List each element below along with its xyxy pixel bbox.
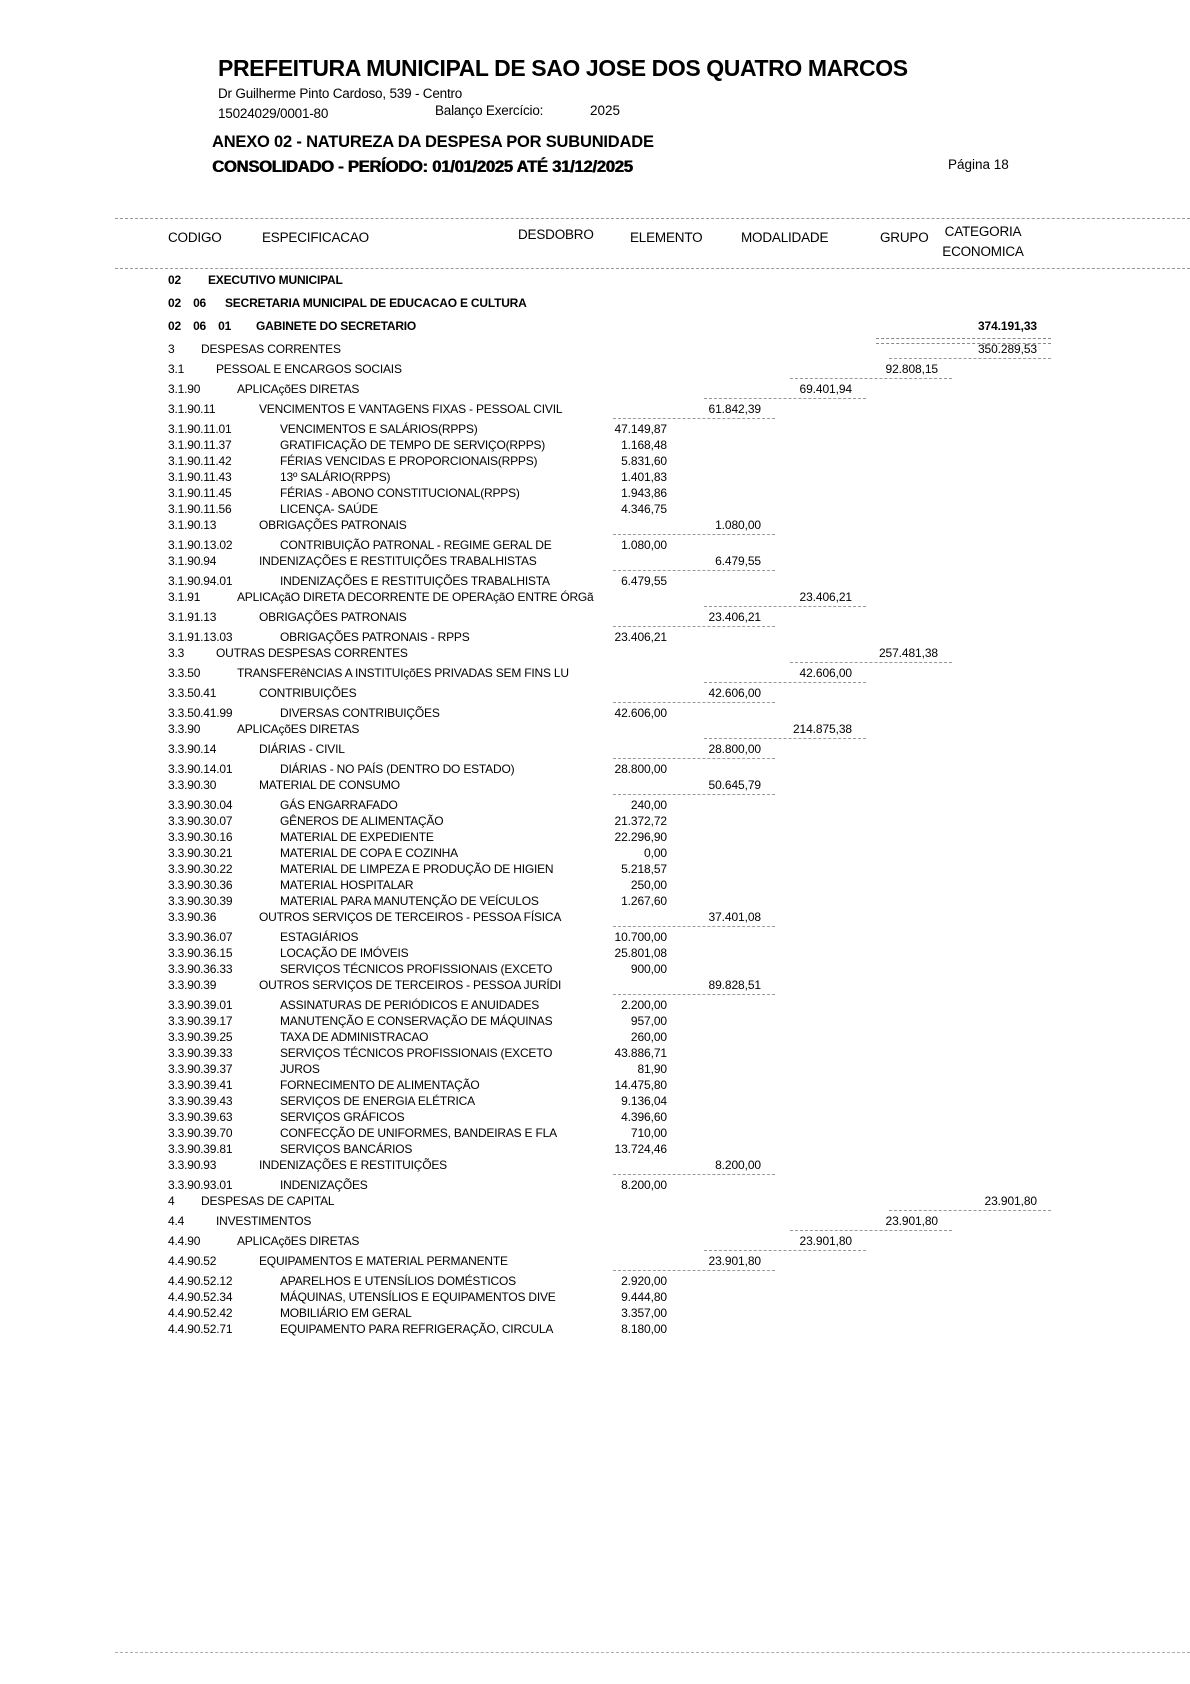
row-code: 3.3.90.30.39 — [168, 894, 233, 908]
row-value-grupo: 92.808,15 — [885, 362, 938, 376]
row-value-desdobro: 10.700,00 — [614, 930, 667, 944]
row-code: 4.4.90 — [168, 1234, 201, 1248]
table-row — [0, 1194, 1190, 1214]
row-value-desdobro: 13.724,46 — [614, 1142, 667, 1156]
table-row — [0, 798, 1190, 814]
row-code: 4.4.90.52.12 — [168, 1274, 233, 1288]
row-value-desdobro: 240,00 — [630, 798, 667, 812]
row-code: 02 06 — [168, 296, 207, 310]
row-code: 3.1.90.11 — [168, 402, 216, 416]
row-code: 3.1.90.11.01 — [168, 422, 232, 436]
row-specification: SERVIÇOS DE ENERGIA ELÉTRICA — [280, 1094, 475, 1108]
row-specification: OUTROS SERVIÇOS DE TERCEIROS - PESSOA FÍSICA — [259, 910, 562, 924]
row-specification: INDENIZAÇÕES E RESTITUIÇÕES — [259, 1158, 447, 1172]
row-code: 3.3.90.39.43 — [168, 1094, 233, 1108]
column-header-elemento: ELEMENTO — [630, 230, 703, 245]
row-value-elemento: 1.080,00 — [715, 518, 761, 532]
value-dashed-rule — [613, 794, 775, 795]
row-specification: VENCIMENTOS E VANTAGENS FIXAS - PESSOAL CIVIL — [259, 402, 563, 416]
footer-divider — [115, 1652, 1190, 1653]
row-specification: OBRIGAÇÕES PATRONAIS - RPPS — [280, 630, 470, 644]
table-row — [0, 422, 1190, 438]
row-value-elemento: 89.828,51 — [708, 978, 761, 992]
row-specification: DIVERSAS CONTRIBUIÇÕES — [280, 706, 440, 720]
row-code: 3.1.90.94 — [168, 554, 217, 568]
row-specification: OUTROS SERVIÇOS DE TERCEIROS - PESSOA JURÍDI — [259, 978, 562, 992]
value-dashed-rule — [613, 1270, 775, 1271]
row-code: 3.3.90.36.15 — [168, 946, 233, 960]
annex-title: ANEXO 02 - NATUREZA DA DESPESA POR SUBUNIDADE — [212, 133, 654, 151]
row-value-desdobro: 25.801,08 — [614, 946, 667, 960]
row-value-desdobro: 14.475,80 — [614, 1078, 667, 1092]
table-row — [0, 502, 1190, 518]
row-specification: OUTRAS DESPESAS CORRENTES — [216, 646, 408, 660]
table-row — [0, 686, 1190, 706]
row-value-desdobro: 8.200,00 — [621, 1178, 667, 1192]
row-specification: INDENIZAÇÕES — [280, 1178, 368, 1192]
value-dashed-rule — [613, 702, 775, 703]
table-row — [0, 470, 1190, 486]
value-dashed-rule — [704, 682, 866, 683]
row-value-desdobro: 1.943,86 — [621, 486, 667, 500]
table-row — [0, 590, 1190, 610]
row-value-desdobro: 250,00 — [630, 878, 667, 892]
table-row — [0, 538, 1190, 554]
row-value-desdobro: 1.080,00 — [621, 538, 667, 552]
row-code: 3.1.90.13 — [168, 518, 217, 532]
row-code: 3.3.90.30.21 — [168, 846, 233, 860]
row-code: 3.3.90.39.33 — [168, 1046, 233, 1060]
row-specification: MATERIAL HOSPITALAR — [280, 878, 414, 892]
value-dashed-rule — [704, 1250, 866, 1251]
table-row — [0, 273, 1190, 296]
row-specification: DIÁRIAS - CIVIL — [259, 742, 345, 756]
row-specification: CONTRIBUIÇÕES — [259, 686, 357, 700]
row-value-categoria: 374.191,33 — [977, 319, 1037, 333]
table-row — [0, 486, 1190, 502]
row-value-modalidade: 69.401,94 — [799, 382, 852, 396]
row-code: 3.1.90.94.01 — [168, 574, 233, 588]
row-specification: CONTRIBUIÇÃO PATRONAL - REGIME GERAL DE — [280, 538, 552, 552]
table-row — [0, 1094, 1190, 1110]
row-code: 3.1.90.11.56 — [168, 502, 232, 516]
value-dashed-rule — [613, 418, 775, 419]
table-row — [0, 830, 1190, 846]
table-row — [0, 778, 1190, 798]
row-specification: EQUIPAMENTOS E MATERIAL PERMANENTE — [259, 1254, 508, 1268]
table-row — [0, 946, 1190, 962]
row-value-elemento: 28.800,00 — [708, 742, 761, 756]
table-row — [0, 962, 1190, 978]
value-dashed-rule — [613, 534, 775, 535]
value-dashed-rule — [790, 378, 952, 379]
column-header-especificacao: ESPECIFICACAO — [262, 230, 369, 245]
row-value-desdobro: 260,00 — [630, 1030, 667, 1044]
row-specification: TAXA DE ADMINISTRACAO — [280, 1030, 429, 1044]
table-row — [0, 722, 1190, 742]
table-row — [0, 342, 1190, 362]
table-row — [0, 1178, 1190, 1194]
table-row — [0, 1110, 1190, 1126]
row-specification: FÉRIAS VENCIDAS E PROPORCIONAIS(RPPS) — [280, 454, 538, 468]
balance-exercise-year: 2025 — [590, 103, 621, 118]
table-row — [0, 319, 1190, 342]
row-specification: EQUIPAMENTO PARA REFRIGERAÇÃO, CIRCULA — [280, 1322, 554, 1336]
column-header-categoria-economica — [933, 222, 1033, 262]
row-specification: APLICAçãO DIRETA DECORRENTE DE OPERAçãO ENTRE ÓRGã — [237, 590, 594, 604]
row-specification: EXECUTIVO MUNICIPAL — [208, 273, 343, 287]
row-value-desdobro: 710,00 — [630, 1126, 667, 1140]
value-dashed-rule — [790, 662, 952, 663]
row-code: 3.3.90.39.37 — [168, 1062, 233, 1076]
table-row — [0, 1234, 1190, 1254]
table-row — [0, 362, 1190, 382]
row-specification: TRANSFERêNCIAS A INSTITUIçõES PRIVADAS SEM FINS LU — [237, 666, 569, 680]
row-code: 3.1.90.11.45 — [168, 486, 232, 500]
row-code: 3.3.90.39.17 — [168, 1014, 233, 1028]
value-dashed-rule — [704, 738, 866, 739]
row-specification: FORNECIMENTO DE ALIMENTAÇÃO — [280, 1078, 480, 1092]
table-row — [0, 706, 1190, 722]
table-row — [0, 1062, 1190, 1078]
row-value-desdobro: 4.396,60 — [621, 1110, 667, 1124]
row-value-desdobro: 6.479,55 — [621, 574, 667, 588]
row-value-desdobro: 43.886,71 — [614, 1046, 667, 1060]
table-row — [0, 1254, 1190, 1274]
row-value-modalidade: 23.406,21 — [799, 590, 852, 604]
row-code: 3.3.90.30 — [168, 778, 217, 792]
row-code: 3.3.90.39.70 — [168, 1126, 233, 1140]
row-value-desdobro: 957,00 — [630, 1014, 667, 1028]
table-row — [0, 646, 1190, 666]
value-dashed-rule — [790, 1230, 952, 1231]
table-row — [0, 1306, 1190, 1322]
row-code: 3.3.90.93.01 — [168, 1178, 233, 1192]
row-code: 3.1.90.13.02 — [168, 538, 233, 552]
row-code: 3.3.90.39.25 — [168, 1030, 233, 1044]
row-specification: SERVIÇOS BANCÁRIOS — [280, 1142, 413, 1156]
row-code: 4.4 — [168, 1214, 185, 1228]
row-value-modalidade: 214.875,38 — [792, 722, 852, 736]
row-specification: APARELHOS E UTENSÍLIOS DOMÉSTICOS — [280, 1274, 516, 1288]
row-specification: MANUTENÇÃO E CONSERVAÇÃO DE MÁQUINAS — [280, 1014, 553, 1028]
table-row — [0, 1030, 1190, 1046]
row-value-elemento: 61.842,39 — [708, 402, 761, 416]
value-dashed-rule — [889, 358, 1051, 359]
row-specification: LOCAÇÃO DE IMÓVEIS — [280, 946, 409, 960]
row-code: 3.1.91.13 — [168, 610, 217, 624]
row-code: 02 — [168, 273, 181, 287]
row-code: 3.3.90.14.01 — [168, 762, 233, 776]
row-specification: ESTAGIÁRIOS — [280, 930, 359, 944]
row-value-desdobro: 23.406,21 — [614, 630, 667, 644]
annex-subtitle: CONSOLIDADO - PERÍODO: 01/01/2025 ATÉ 31/12/2025 — [212, 158, 633, 176]
row-specification: LICENÇA- SAÚDE — [280, 502, 378, 516]
row-code: 3.3 — [168, 646, 185, 660]
table-row — [0, 1214, 1190, 1234]
row-value-elemento: 8.200,00 — [715, 1158, 761, 1172]
table-row — [0, 1078, 1190, 1094]
row-code: 3.1.90.11.42 — [168, 454, 232, 468]
row-specification: SECRETARIA MUNICIPAL DE EDUCACAO E CULTURA — [225, 296, 527, 310]
row-value-desdobro: 0,00 — [644, 846, 667, 860]
row-code: 4.4.90.52.71 — [168, 1322, 233, 1336]
row-specification: DESPESAS CORRENTES — [201, 342, 341, 356]
row-specification: GÊNEROS DE ALIMENTAÇÃO — [280, 814, 444, 828]
row-value-elemento: 23.406,21 — [708, 610, 761, 624]
table-row — [0, 438, 1190, 454]
table-row — [0, 930, 1190, 946]
table-row — [0, 610, 1190, 630]
row-code: 02 06 01 — [168, 319, 232, 333]
row-specification: GÁS ENGARRAFADO — [280, 798, 398, 812]
row-code: 3.3.90.30.22 — [168, 862, 233, 876]
table-row — [0, 574, 1190, 590]
table-row — [0, 998, 1190, 1014]
row-specification: INDENIZAÇÕES E RESTITUIÇÕES TRABALHISTA — [280, 574, 550, 588]
row-value-desdobro: 3.357,00 — [621, 1306, 667, 1320]
row-code: 3.1.90 — [168, 382, 201, 396]
row-code: 4.4.90.52.42 — [168, 1306, 233, 1320]
row-value-desdobro: 900,00 — [630, 962, 667, 976]
row-value-elemento: 6.479,55 — [715, 554, 761, 568]
row-specification: MATERIAL DE LIMPEZA E PRODUÇÃO DE HIGIEN — [280, 862, 554, 876]
table-row — [0, 402, 1190, 422]
row-specification: OBRIGAÇÕES PATRONAIS — [259, 610, 407, 624]
row-specification: MATERIAL PARA MANUTENÇÃO DE VEÍCULOS — [280, 894, 539, 908]
row-value-desdobro: 1.267,60 — [621, 894, 667, 908]
row-code: 3.3.90.30.36 — [168, 878, 233, 892]
row-code: 3 — [168, 342, 175, 356]
table-row — [0, 1158, 1190, 1178]
row-code: 3.3.50 — [168, 666, 201, 680]
column-header-modalidade: MODALIDADE — [741, 230, 829, 245]
row-specification: JUROS — [280, 1062, 320, 1076]
column-header-desdobro: DESDOBRO — [518, 227, 594, 242]
row-code: 3.1.90.11.37 — [168, 438, 232, 452]
value-dashed-rule — [613, 1174, 775, 1175]
table-row — [0, 862, 1190, 878]
table-row — [0, 1126, 1190, 1142]
row-value-modalidade: 42.606,00 — [799, 666, 852, 680]
row-specification: MÁQUINAS, UTENSÍLIOS E EQUIPAMENTOS DIVE — [280, 1290, 556, 1304]
value-dashed-rule — [613, 758, 775, 759]
table-row — [0, 382, 1190, 402]
row-value-desdobro: 5.218,57 — [621, 862, 667, 876]
row-value-modalidade: 23.901,80 — [799, 1234, 852, 1248]
row-value-desdobro: 1.401,83 — [621, 470, 667, 484]
table-body — [0, 273, 1190, 1338]
row-specification: APLICAçõES DIRETAS — [237, 382, 360, 396]
table-row — [0, 814, 1190, 830]
value-dashed-rule — [613, 994, 775, 995]
row-code: 3.3.90.39.01 — [168, 998, 233, 1012]
row-specification: APLICAçõES DIRETAS — [237, 1234, 360, 1248]
row-code: 3.3.90 — [168, 722, 201, 736]
row-specification: MATERIAL DE COPA E COZINHA — [280, 846, 458, 860]
value-dashed-rule — [704, 606, 866, 607]
row-code: 4.4.90.52 — [168, 1254, 217, 1268]
value-dashed-rule — [704, 398, 866, 399]
column-header-categoria-line2: ECONOMICA — [942, 244, 1024, 259]
row-code: 3.3.90.30.16 — [168, 830, 233, 844]
row-specification: APLICAçõES DIRETAS — [237, 722, 360, 736]
row-specification: SERVIÇOS GRÁFICOS — [280, 1110, 405, 1124]
row-specification: VENCIMENTOS E SALÁRIOS(RPPS) — [280, 422, 478, 436]
row-value-desdobro: 28.800,00 — [614, 762, 667, 776]
row-code: 3.1 — [168, 362, 185, 376]
row-code: 4.4.90.52.34 — [168, 1290, 233, 1304]
row-code: 3.3.90.93 — [168, 1158, 217, 1172]
row-value-desdobro: 2.920,00 — [621, 1274, 667, 1288]
table-row — [0, 1014, 1190, 1030]
table-row — [0, 894, 1190, 910]
table-row — [0, 1142, 1190, 1158]
table-row — [0, 910, 1190, 930]
row-value-desdobro: 9.136,04 — [621, 1094, 667, 1108]
row-specification: OBRIGAÇÕES PATRONAIS — [259, 518, 407, 532]
value-dashed-rule — [613, 626, 775, 627]
row-code: 3.3.90.36.33 — [168, 962, 233, 976]
row-specification: MOBILIÁRIO EM GERAL — [280, 1306, 412, 1320]
row-value-elemento: 23.901,80 — [708, 1254, 761, 1268]
row-code: 3.3.90.30.04 — [168, 798, 233, 812]
row-value-desdobro: 81,90 — [637, 1062, 667, 1076]
row-code: 3.3.50.41.99 — [168, 706, 233, 720]
row-value-desdobro: 9.444,80 — [621, 1290, 667, 1304]
row-specification: CONFECÇÃO DE UNIFORMES, BANDEIRAS E FLA — [280, 1126, 557, 1140]
row-value-grupo: 257.481,38 — [878, 646, 938, 660]
table-row — [0, 518, 1190, 538]
row-specification: PESSOAL E ENCARGOS SOCIAIS — [216, 362, 402, 376]
row-value-desdobro: 4.346,75 — [621, 502, 667, 516]
row-code: 3.3.90.14 — [168, 742, 217, 756]
entity-title: PREFEITURA MUNICIPAL DE SAO JOSE DOS QUATRO MARCOS — [218, 55, 908, 81]
table-row — [0, 762, 1190, 778]
row-code: 3.3.90.39 — [168, 978, 217, 992]
row-specification: SERVIÇOS TÉCNICOS PROFISSIONAIS (EXCETO — [280, 962, 553, 976]
value-dashed-rule — [613, 570, 775, 571]
table-row — [0, 742, 1190, 762]
row-value-categoria: 350.289,53 — [977, 342, 1037, 356]
balance-exercise-label: Balanço Exercício: — [435, 103, 544, 118]
row-specification: INDENIZAÇÕES E RESTITUIÇÕES TRABALHISTAS — [259, 554, 537, 568]
row-value-desdobro: 2.200,00 — [621, 998, 667, 1012]
row-code: 3.1.90.11.43 — [168, 470, 232, 484]
row-code: 3.3.90.39.41 — [168, 1078, 233, 1092]
table-row — [0, 454, 1190, 470]
column-header-codigo: CODIGO — [168, 230, 222, 245]
value-dashed-rule — [613, 926, 775, 927]
row-specification: SERVIÇOS TÉCNICOS PROFISSIONAIS (EXCETO — [280, 1046, 553, 1060]
column-header-grupo: GRUPO — [880, 230, 929, 245]
row-specification: DESPESAS DE CAPITAL — [201, 1194, 335, 1208]
table-row — [0, 554, 1190, 574]
page-number: Página 18 — [948, 157, 1009, 172]
entity-address: Dr Guilherme Pinto Cardoso, 539 - Centro — [218, 86, 463, 101]
row-value-elemento: 50.645,79 — [708, 778, 761, 792]
row-specification: MATERIAL DE CONSUMO — [259, 778, 400, 792]
row-code: 3.1.91 — [168, 590, 201, 604]
table-row — [0, 630, 1190, 646]
row-value-categoria: 23.901,80 — [984, 1194, 1037, 1208]
row-specification: 13º SALÁRIO(RPPS) — [280, 470, 391, 484]
row-value-desdobro: 21.372,72 — [614, 814, 667, 828]
row-value-desdobro: 1.168,48 — [621, 438, 667, 452]
row-code: 3.1.91.13.03 — [168, 630, 233, 644]
table-row — [0, 878, 1190, 894]
row-value-grupo: 23.901,80 — [885, 1214, 938, 1228]
column-header-categoria-line1: CATEGORIA — [944, 224, 1022, 239]
row-value-desdobro: 22.296,90 — [614, 830, 667, 844]
table-row — [0, 1046, 1190, 1062]
row-code: 3.3.50.41 — [168, 686, 217, 700]
table-row — [0, 1290, 1190, 1306]
row-value-desdobro: 5.831,60 — [621, 454, 667, 468]
row-code: 3.3.90.30.07 — [168, 814, 233, 828]
table-row — [0, 1274, 1190, 1290]
row-code: 3.3.90.39.63 — [168, 1110, 233, 1124]
row-specification: GABINETE DO SECRETARIO — [256, 319, 417, 333]
row-specification: MATERIAL DE EXPEDIENTE — [280, 830, 434, 844]
row-value-desdobro: 47.149,87 — [614, 422, 667, 436]
entity-registration: 15024029/0001-80 — [218, 106, 329, 121]
table-row — [0, 846, 1190, 862]
table-row — [0, 1322, 1190, 1338]
header-divider-bottom — [115, 268, 1190, 269]
row-specification: ASSINATURAS DE PERIÓDICOS E ANUIDADES — [280, 998, 540, 1012]
row-specification: INVESTIMENTOS — [216, 1214, 312, 1228]
row-code: 4 — [168, 1194, 175, 1208]
table-row — [0, 296, 1190, 319]
row-code: 3.3.90.39.81 — [168, 1142, 233, 1156]
row-value-desdobro: 8.180,00 — [621, 1322, 667, 1336]
row-specification: FÉRIAS - ABONO CONSTITUCIONAL(RPPS) — [280, 486, 520, 500]
table-row — [0, 666, 1190, 686]
row-code: 3.3.90.36 — [168, 910, 217, 924]
row-value-elemento: 37.401,08 — [708, 910, 761, 924]
header-divider-top — [115, 218, 1190, 219]
row-value-elemento: 42.606,00 — [708, 686, 761, 700]
row-specification: DIÁRIAS - NO PAÍS (DENTRO DO ESTADO) — [280, 762, 515, 776]
value-dashed-rule — [889, 1210, 1051, 1211]
row-specification: GRATIFICAÇÃO DE TEMPO DE SERVIÇO(RPPS) — [280, 438, 546, 452]
table-row — [0, 978, 1190, 998]
row-value-desdobro: 42.606,00 — [614, 706, 667, 720]
row-code: 3.3.90.36.07 — [168, 930, 233, 944]
